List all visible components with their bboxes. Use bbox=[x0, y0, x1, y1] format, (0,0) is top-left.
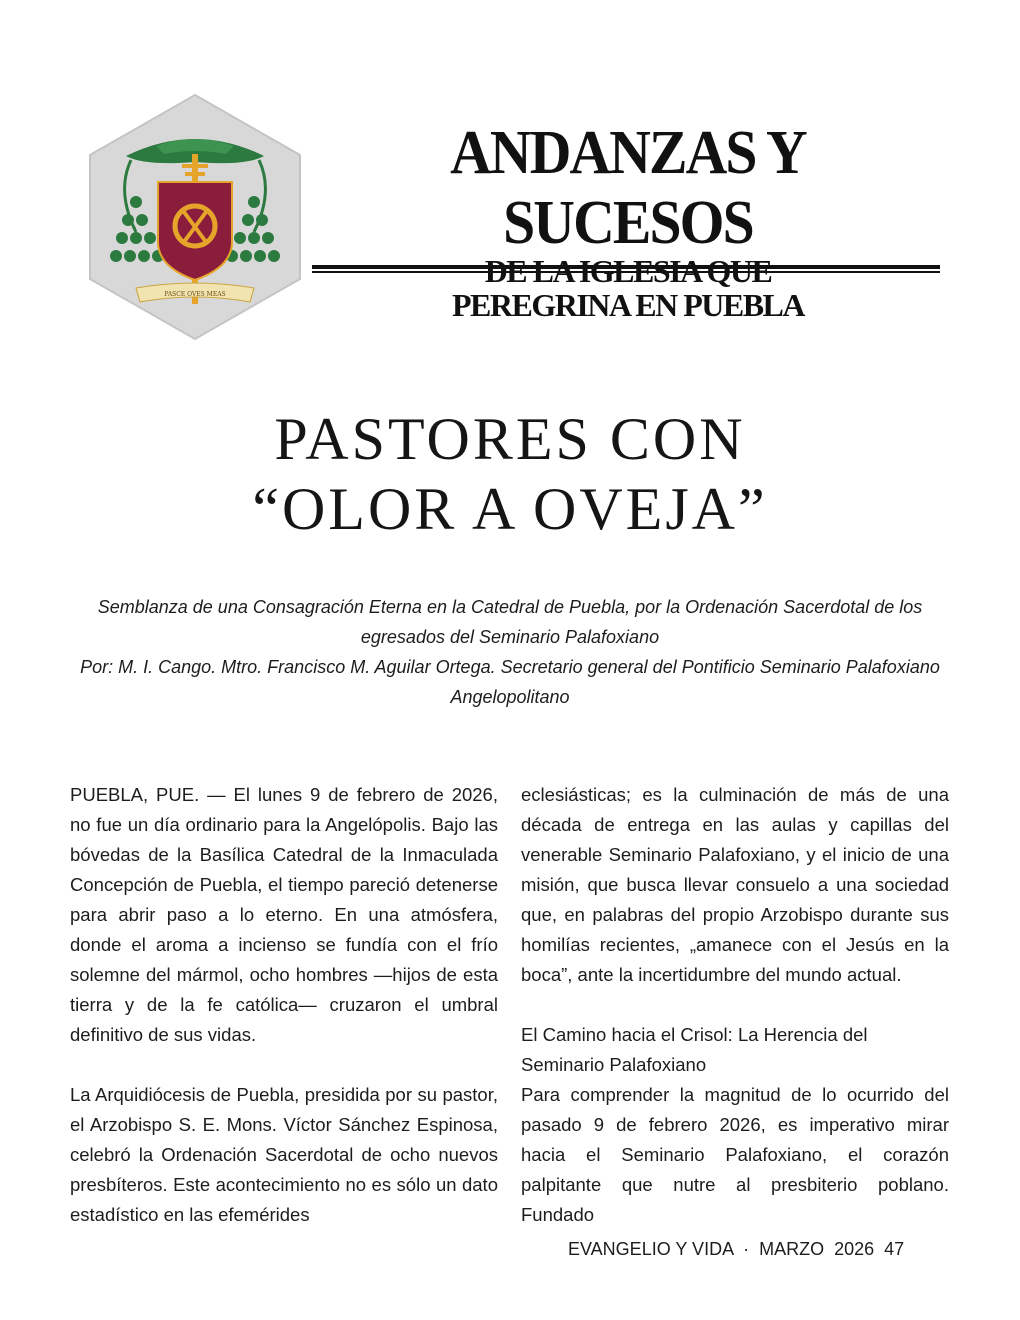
masthead-title: ANDANZAS Y SUCESOS bbox=[450, 119, 806, 257]
masthead-subtitle-line2: PEREGRINA EN PUEBLA bbox=[452, 287, 804, 323]
logo-motto: PASCE OVES MEAS bbox=[164, 291, 226, 298]
section-heading: El Camino hacia el Crisol: La Herencia del Seminario Palafoxiano bbox=[521, 1024, 868, 1075]
article-title-line2: “OLOR A OVEJA” bbox=[252, 476, 768, 542]
section-masthead bbox=[308, 118, 948, 322]
page-footer: EVANGELIO Y VIDA · MARZO 2026 47 bbox=[568, 1239, 905, 1259]
paragraph: eclesiásticas; es la culminación de más de una década de entrega en las aulas y capillas del venerable Seminario Palafoxiano, y el inicio de una misión, que busca llevar consuelo a una sociedad que, en palabras del propio Arzobispo durante sus homilías recientes, „amanece con el Jesús en la boca”, ante la incertidumbre del mundo actual. bbox=[521, 784, 949, 985]
archbishop-coat-of-arms-logo bbox=[86, 92, 304, 342]
text-column-left bbox=[70, 780, 498, 1230]
text-column-right bbox=[521, 780, 949, 1230]
masthead-rule-thick bbox=[312, 265, 940, 269]
article-deck: Semblanza de una Consagración Eterna en la Catedral de Puebla, por la Ordenación Sacerdotal de los egresados del Seminario Palafoxiano bbox=[97, 597, 923, 647]
article-title bbox=[0, 404, 1020, 544]
article-title-line1: PASTORES CON bbox=[274, 406, 746, 472]
masthead-rule-thin bbox=[312, 271, 940, 273]
paragraph: PUEBLA, PUE. — El lunes 9 de febrero de 2026, no fue un día ordinario para la Angelópolis. Bajo las bóvedas de la Basílica Catedral de la Inmaculada Concepción de Puebla, el tiempo pareció detenerse para abrir paso a lo eterno. En una atmósfera, donde el aroma a incienso se fundía con el frío solemne del mármol, ocho hombres —hijos de esta tierra y de la fe católica— cruzaron el umbral definitivo de sus vidas. bbox=[70, 784, 498, 1045]
article-byline: Por: M. I. Cango. Mtro. Francisco M. Aguilar Ortega. Secretario general del Pontificio Seminario Palafoxiano Angelopolitano bbox=[80, 657, 940, 707]
paragraph: La Arquidiócesis de Puebla, presidida por su pastor, el Arzobispo S. E. Mons. Víctor Sánchez Espinosa, celebró la Ordenación Sacerdotal de ocho nuevos presbíteros. Este acontecimiento no es sólo un dato estadístico en las efemérides bbox=[70, 1084, 498, 1225]
article-subtitle bbox=[70, 592, 950, 712]
paragraph: Para comprender la magnitud de lo ocurrido del pasado 9 de febrero 2026, es imperativo mirar hacia el Seminario Palafoxiano, el corazón palpitante que nutre al presbiterio poblano. Fundado bbox=[521, 1084, 949, 1225]
